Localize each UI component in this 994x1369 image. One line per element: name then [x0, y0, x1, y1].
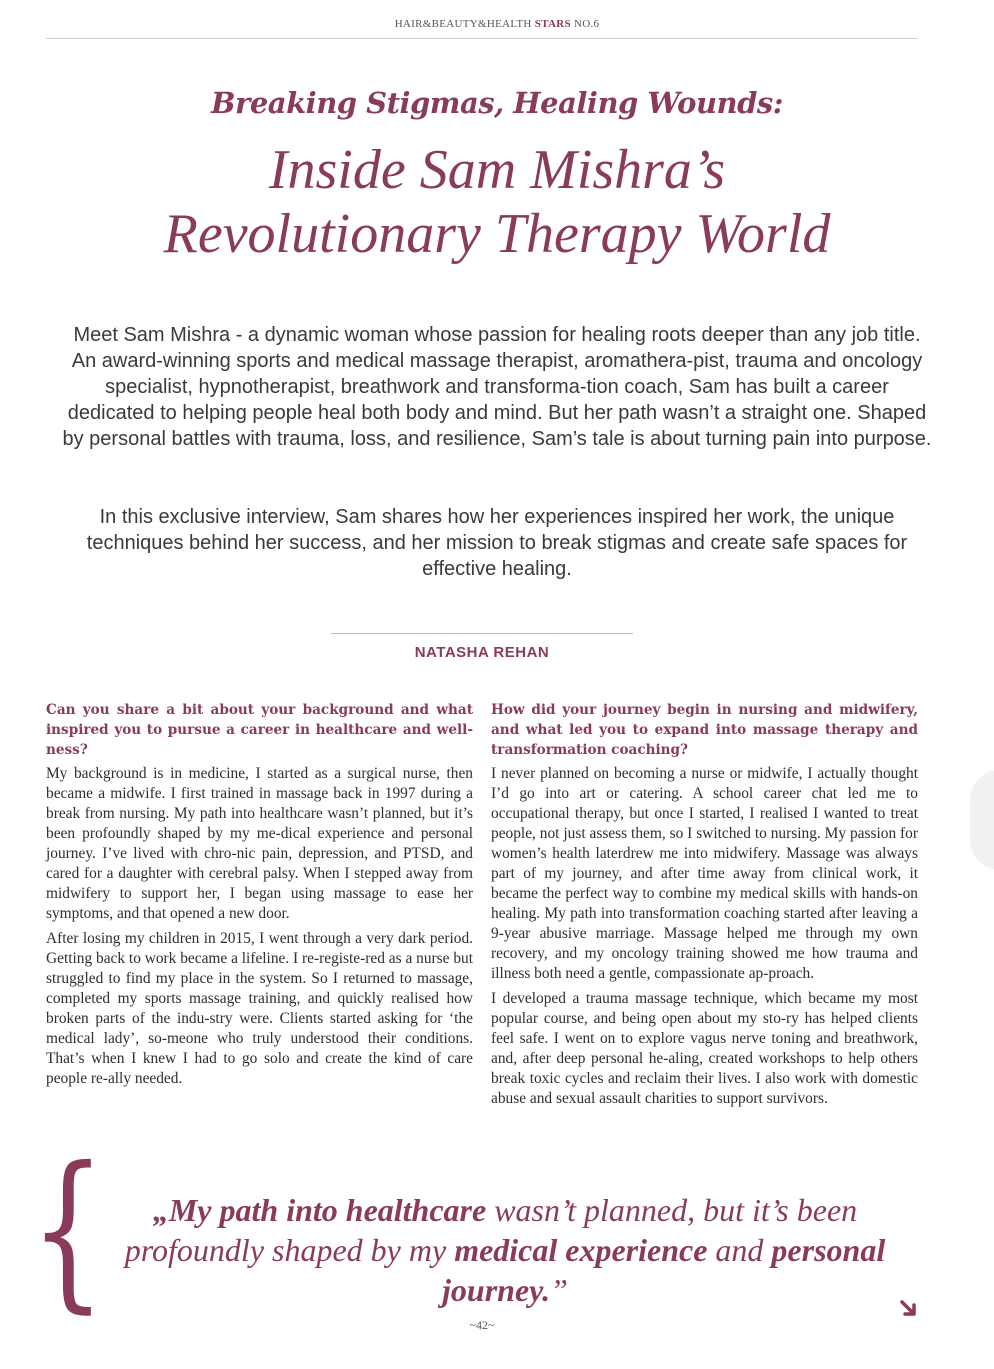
header-magazine: HAIR&BEAUTY&HEALTH — [394, 18, 532, 30]
interview-question: Can you share a bit about your background and what inspired you to pursue a career in healthcare and well-ness? — [46, 702, 473, 758]
quote-open-mark: „ — [152, 1192, 169, 1228]
running-header — [0, 18, 994, 30]
page-edge-tab — [970, 770, 994, 870]
quote-part: wasn’t planned, but it’s been profoundly shaped by my — [124, 1192, 858, 1268]
interview-answer: After losing my children in 2015, I went through a very dark period. Getting back to work became a lifeline. I re-registe-red as a nurse but struggled to find my place in the system. So I returned to massage, completed my sports massage training, and quickly realised how broken parts of the indu-stry were. Clients started asking for ‘the medical lady’, so-meone who truly understood their conditions. That’s when I knew I had to go solo and create the kind of care people re-ally needed. — [46, 930, 473, 1087]
quote-part: and — [707, 1232, 772, 1268]
header-divider — [46, 38, 918, 39]
quote-part-bold: medical experience — [454, 1232, 708, 1268]
curly-brace-icon: { — [30, 1131, 106, 1329]
title-line-1: Inside Sam Mishra’s — [268, 139, 726, 201]
article-kicker: Breaking Stigmas, Healing Wounds: — [211, 86, 783, 120]
right-column — [491, 700, 918, 1114]
title-line-2: Revolutionary Therapy World — [163, 203, 831, 265]
quote-part-bold: My path into healthcare — [168, 1192, 487, 1228]
quote-close-mark: ” — [550, 1272, 568, 1308]
interview-answer: I never planned on becoming a nurse or midwife, I actually thought I’d go into art or catering. A school career chat led me to occupational therapy, but once I started, I realised I wanted to treat people, not just assess them, so I switched to nursing. My passion for women’s health laterdrew me into midwifery. Massage was always part of my journey, and after time away from clinical work, it became the perfect way to combine my medical skills with hands-on healing. My path into transformation coaching started after leaving a 9-year abusive marriage. Massage helped me through my own recovery, and my oncology training showed me how trauma and illness both need a gentle, compassionate ap-proach. — [491, 765, 918, 982]
header-issue: NO.6 — [573, 18, 600, 30]
page-number: ~42~ — [469, 1318, 495, 1332]
author-byline: NATASHA REHAN — [414, 644, 550, 661]
intro-paragraph: In this exclusive interview, Sam shares how her experiences inspired her work, the unique techniques behind her success, and her mission to break stigmas and create safe spaces for effective healing. — [86, 506, 908, 580]
pull-quote — [80, 1190, 930, 1310]
interview-question: How did your journey begin in nursing and midwifery, and what led you to expand into massage therapy and transformation coaching? — [491, 702, 918, 758]
article-title — [0, 138, 994, 266]
left-column — [46, 700, 473, 1094]
header-stars: STARS — [534, 18, 571, 30]
intro-paragraph: Meet Sam Mishra - a dynamic woman whose passion for healing roots deeper than any job title. An award-winning sports and medical massage therapist, aromathera-pist, trauma and oncology specialist, hypnotherapist, breathwork and transforma-tion coach, Sam has built a career dedicated to helping people heal both body and mind. But her path wasn’t a straight one. Shaped by personal battles with trauma, loss, and resilience, Sam’s tale is about turning pain into purpose. — [62, 324, 932, 450]
interview-answer: My background is in medicine, I started as a surgical nurse, then became a midwife. I first trained in massage back in 1997 during a break from nursing. My path into healthcare wasn’t planned, but it’s been profoundly shaped by my me-dical experience and personal journey. I’ve lived with chro-nic pain, depression, and PTSD, and cared for a daughter with cerebral palsy. When I stepped away from midwifery to support her, I began using massage to ease her symptoms, and that opened a new door. — [46, 765, 473, 922]
interview-answer: I developed a trauma massage technique, which became my most popular course, and being open about my sto-ry has helped clients feel safe. I went on to explore vagus nerve toning and breathwork, and, after deep personal he-aling, created workshops to help others break toxic cycles and reclaim their lives. I also work with domestic abuse and sexual assault charities to support survivors. — [491, 990, 918, 1107]
quote-part-bold: personal journey. — [442, 1232, 886, 1308]
arrow-down-right-icon — [898, 1298, 920, 1320]
author-divider — [331, 633, 633, 634]
